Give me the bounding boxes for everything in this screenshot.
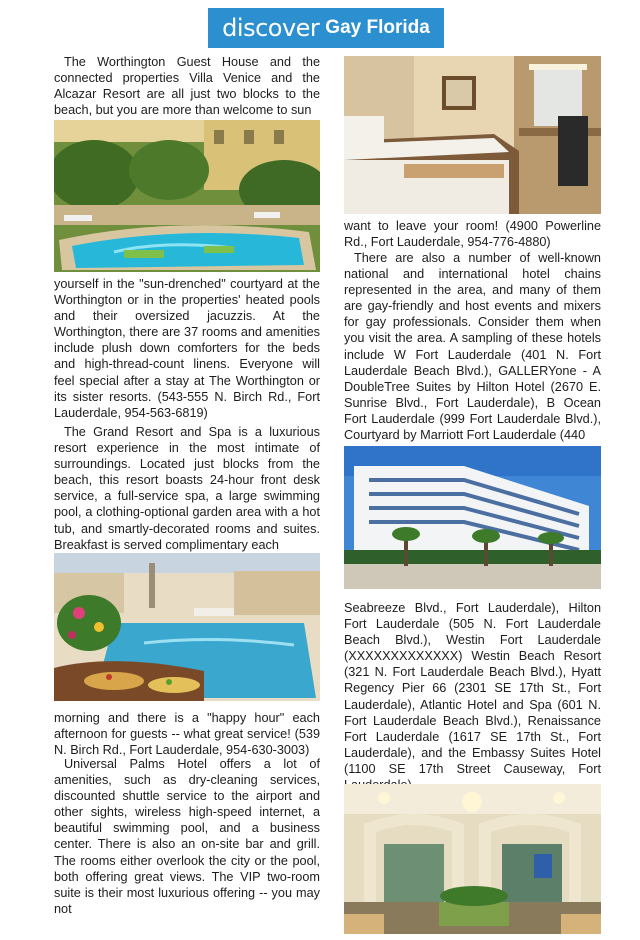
universal-palms-paragraph: Universal Palms Hotel offers a lot of amenities, such as dry-cleaning services, discounted shuttle service to the airport and other sights, wireless high-speed internet, a beautiful swimming pool, and a business center. There is also an on-site bar and grill. The rooms either overlook the city or the pool, both offering great views. The VIP two-room suite is their most luxurious offering -- you may not: [54, 757, 320, 916]
hotel-lobby-photo: [344, 784, 601, 934]
hotel-chains-paragraph-end: Seabreeze Blvd., Fort Lauderdale), Hilton Fort Lauderdale (505 N. Fort Lauderdale Beach Blvd.), Westin Fort Lauderdale (XXXXXXXXXXXXX) Westin Beach Resort (321 N. Fort Lauderdale Beach Blvd.), Hyatt Regency Pier 66 (2301 SE 17th St., Fort Lauderdale), Atlantic Hotel and Spa (601 N. Fort Lauderdale Beach Blvd.), Renaissance Fort Lauderdale (1617 SE 17th St., Fort Lauderdale), and the Embassy Suites Hotel (1100 SE 17th Street Causeway, Fort: [344, 601, 601, 776]
brand-title: Gay Florida: [325, 17, 430, 38]
worthington-pool-photo: [54, 120, 320, 272]
worthington-paragraph-start: The Worthington Guest House and the connected properties Villa Venice and the Alcazar Resort are all just two blocks to the beach, but you are more than welcome to sun: [54, 55, 320, 118]
grand-resort-paragraph: The Grand Resort and Spa is a luxurious resort experience in the most intimate of surroundings. Located just blocks from the beach, this resort boasts 24-hour front desk service, a full-service spa, a large swimming pool, a clothing-optional garden area with a hot tub, and smartly-decorated rooms and suites. Breakfast is served complimentary each: [54, 425, 320, 552]
grand-resort-paragraph-end: morning and there is a "happy hour" each afternoon for guests -- what great service! (539 N. Birch Rd., Fort Lauderdale, 954-630-3003): [54, 711, 320, 758]
hotel-room-photo: [344, 56, 601, 214]
universal-palms-paragraph-end: want to leave your room! (4900 Powerline Rd., Fort Lauderdale, 954-776-4880): [344, 219, 601, 250]
worthington-paragraph-end: yourself in the "sun-drenched" courtyard at the Worthington or in the properties' heated pools and their oversized jacuzzis. At the Worthington, there are 37 rooms and amenities include plush down comforters for the beds and high-thread-count linens. Everyone will feel special after a stay at The Worthington or its sister resorts. (543-555 N. Birch Rd., Fort Lauderdale, 954-563-6819): [54, 277, 320, 420]
header-banner: [208, 8, 444, 48]
beachfront-hotel-photo: [344, 446, 601, 589]
hotel-chains-paragraph: There are also a number of well-known national and international hotel chains represented in the area, and many of them are gay-friendly and host events and mixers for gay professionals. Consider them when you visit the area. A sampling of these hotels include W Fort Lauderdale (401 N. Fort Lauderdale Beach Blvd.), GALLERYone - A DoubleTree Suites by Hilton Hotel (2670 E. Sunrise Blvd., Fort Lauderdale), B Ocean Fort Lauderdale (999 Fort Lauderdale Blvd.), Courtyard by Marriott Fort Lauderdale (440: [344, 251, 601, 443]
brand-word: discover: [222, 14, 320, 42]
grand-resort-pool-photo: [54, 553, 320, 701]
